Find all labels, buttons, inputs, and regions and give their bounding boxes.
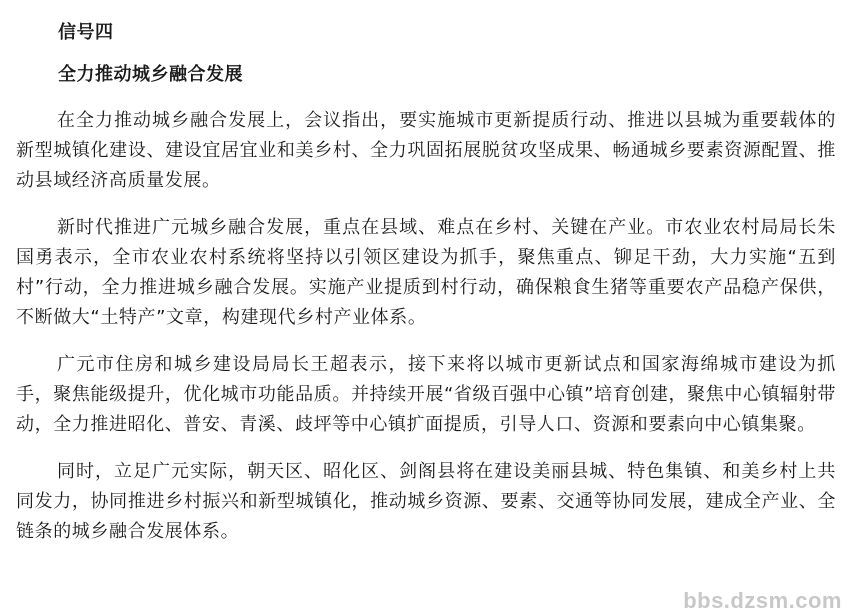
paragraph-2: 新时代推进广元城乡融合发展，重点在县域、难点在乡村、关键在产业。市农业农村局局长朱国勇表示，全市农业农村系统将坚持以引领区建设为抓手，聚焦重点、铆足干劲，大力实施“五到村”行动，全力推进城乡融合发展。实施产业提质到村行动，确保粮食生猪等重要农产品稳产保供，不断做大“土特产”文章，构建现代乡村产业体系。 <box>16 217 836 328</box>
section-title: 全力推动城乡融合发展 <box>58 64 243 85</box>
section-label: 信号四 <box>58 22 114 43</box>
paragraph-3: 广元市住房和城乡建设局局长王超表示，接下来将以城市更新试点和国家海绵城市建设为抓手，聚焦能级提升，优化城市功能品质。并持续开展“省级百强中心镇”培育创建，聚焦中心镇辐射带动，全力推进昭化、普安、青溪、歧坪等中心镇扩面提质，引导人口、资源和要素向中心镇集聚。 <box>16 354 836 435</box>
article <box>16 14 836 547</box>
paragraph-1: 在全力推动城乡融合发展上，会议指出，要实施城市更新提质行动、推进以县城为重要载体的新型城镇化建设、建设宜居宜业和美乡村、全力巩固拓展脱贫攻坚成果、畅通城乡要素资源配置、推动县域经济高质量发展。 <box>16 110 836 191</box>
site-watermark: bbs.dzsm.com <box>683 588 842 613</box>
paragraph-4: 同时，立足广元实际，朝天区、昭化区、剑阁县将在建设美丽县城、特色集镇、和美乡村上共同发力，协同推进乡村振兴和新型城镇化，推动城乡资源、要素、交通等协同发展，建成全产业、全链条的城乡融合发展体系。 <box>16 461 836 542</box>
